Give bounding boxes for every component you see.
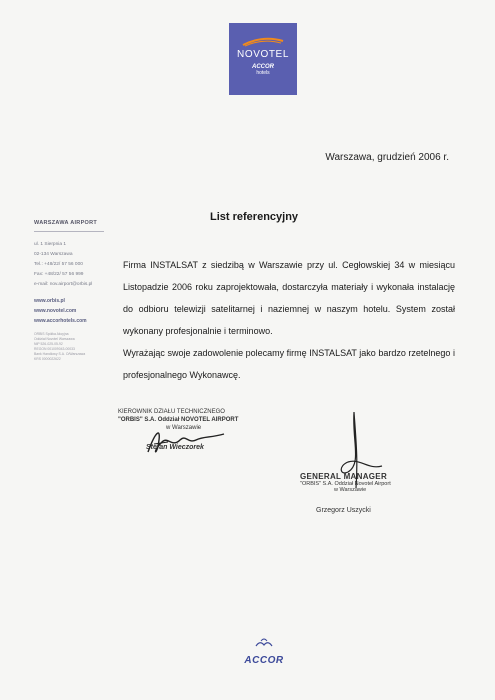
address-line: ul. 1 Sierpnia 1 bbox=[34, 242, 66, 247]
body-paragraph-1: Firma INSTALSAT z siedzibą w Warszawie przy ul. Cegłowskiej 34 w miesiącu Listopadzie 2006 roku zaprojektowała, dostarczyła materiały i wykonała instalację do odbioru telewizji satelitarnej i naziemnej w naszym hotelu. System został wykonany profesjonalnie i terminowo. bbox=[123, 260, 455, 336]
sidebar-contact bbox=[34, 220, 114, 362]
link-orbis[interactable]: www.orbis.pl bbox=[34, 298, 65, 304]
legal-line: Bank Handlowy S.A. O/Warszawa bbox=[34, 352, 86, 356]
legal-line: KRS 0000022622 bbox=[34, 357, 61, 361]
stamp-title: GENERAL MANAGER bbox=[300, 472, 388, 481]
legal-line: ORBIS Spółka Akcyjna bbox=[34, 332, 69, 336]
stamp-line: KIEROWNIK DZIAŁU TECHNICZNEGO bbox=[118, 409, 225, 415]
stamp-general-manager bbox=[300, 472, 450, 514]
logo-brand: NOVOTEL bbox=[237, 49, 289, 60]
address-line: 02-134 Warszawa bbox=[34, 252, 73, 257]
letter-title: List referencyjny bbox=[210, 211, 299, 223]
email-line: e-mail: nov.airport@orbis.pl bbox=[34, 282, 93, 287]
stamp-technical-manager bbox=[118, 408, 258, 451]
accor-word: ACCOR bbox=[244, 655, 284, 666]
accor-logo bbox=[234, 636, 294, 666]
novotel-logo bbox=[229, 23, 297, 95]
logo-accor: ACCOR bbox=[252, 64, 274, 70]
stamp-line: w Warszawie bbox=[166, 425, 202, 431]
accor-birds-icon bbox=[252, 636, 276, 650]
stamp-name: Stefan Wieczorek bbox=[146, 444, 204, 451]
sidebar-divider bbox=[34, 231, 104, 232]
stamp-name: Grzegorz Uszycki bbox=[316, 507, 371, 514]
phone-line: Tel.: +48/22/ 57 56 000 bbox=[34, 262, 83, 267]
fax-line: Fax: +48/22/ 57 56 999 bbox=[34, 272, 84, 277]
legal-line: NIP 526-025-05-92 bbox=[34, 342, 63, 346]
stamp-line: "ORBIS" S.A. Oddział NOVOTEL AIRPORT bbox=[118, 417, 239, 423]
signature-left-icon bbox=[128, 422, 238, 462]
letter-body bbox=[123, 254, 455, 386]
sidebar-heading: WARSZAWA AIRPORT bbox=[34, 220, 98, 226]
link-accorhotels[interactable]: www.accorhotels.com bbox=[34, 318, 87, 324]
stamp-line: w Warszawie bbox=[334, 487, 367, 493]
body-paragraph-2: Wyrażając swoje zadowolenie polecamy firmę INSTALSAT jako bardzo rzetelnego i profesjonalnego Wykonawcę. bbox=[123, 348, 455, 380]
legal-line: Oddział Novotel Warszawa bbox=[34, 337, 75, 341]
letter-date: Warszawa, grudzień 2006 r. bbox=[325, 152, 449, 163]
legal-line: REGON 001009043-00033 bbox=[34, 347, 75, 351]
logo-hotels: hotels bbox=[256, 70, 270, 76]
link-novotel[interactable]: www.novotel.com bbox=[34, 308, 77, 314]
novotel-swoosh-icon bbox=[241, 37, 285, 47]
stamp-line: "ORBIS" S.A. Oddział Novotel Airport bbox=[300, 481, 391, 487]
